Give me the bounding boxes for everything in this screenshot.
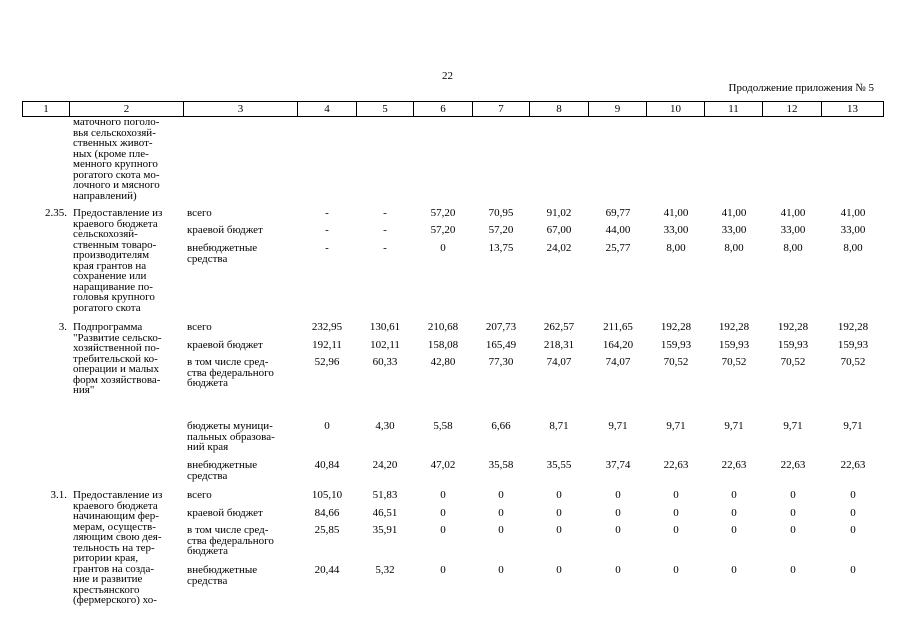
label-line: бюджеты муници-: [187, 420, 273, 432]
funding-source-label: [187, 340, 299, 351]
name-line: краевого бюджета: [73, 499, 158, 512]
section-name-cell: [73, 490, 181, 606]
value-cell: 211,65: [603, 321, 633, 333]
label-line: ства федерального: [187, 366, 274, 379]
name-line: производителям: [73, 249, 150, 261]
label-line: краевой бюджет: [187, 339, 263, 351]
value-cell: 102,11: [370, 339, 400, 351]
name-line: ляющим свою дея-: [73, 531, 162, 543]
name-line: ных (кроме пле-: [73, 147, 149, 160]
value-cell: 22,63: [780, 459, 806, 471]
value-cell: 0: [498, 507, 504, 519]
value-cell: 0: [673, 489, 679, 501]
value-cell: 192,28: [777, 321, 809, 333]
funding-source-label: [187, 357, 299, 389]
value-cell: 41,00: [840, 207, 866, 219]
value-cell: 210,68: [427, 321, 459, 333]
value-cell: 57,20: [488, 224, 514, 236]
name-line: требительской ко-: [73, 352, 158, 365]
funding-source-label: [187, 525, 299, 557]
value-cell: 44,00: [605, 224, 631, 236]
value-cell: 9,71: [843, 420, 863, 432]
name-line: тельность на тер-: [73, 541, 155, 554]
value-cell: 164,20: [602, 339, 634, 351]
funding-source-label: [187, 225, 299, 236]
continuation-title: Продолжение приложения № 5: [728, 82, 874, 94]
name-line: ритории края,: [73, 552, 139, 564]
value-cell: 57,20: [430, 224, 456, 236]
value-cell: 159,93: [837, 339, 869, 351]
value-cell: -: [325, 207, 329, 219]
value-cell: 8,71: [549, 420, 569, 432]
value-cell: 70,52: [780, 356, 806, 368]
header-col-13: 13: [822, 102, 884, 117]
value-cell: 165,49: [485, 339, 517, 351]
name-line: наращивание по-: [73, 280, 153, 293]
header-col-11: 11: [705, 102, 763, 117]
value-cell: 41,00: [780, 207, 806, 219]
label-line: ний края: [187, 441, 229, 453]
carryover-name-cell: [73, 117, 181, 201]
name-line: ния": [73, 384, 95, 396]
value-cell: 0: [731, 524, 737, 536]
header-row: [23, 102, 884, 117]
value-cell: 22,63: [663, 459, 689, 471]
section-code: 2.35.: [45, 207, 67, 219]
value-cell: 130,61: [369, 321, 401, 333]
funding-source-label: [187, 243, 299, 264]
value-cell: 0: [498, 564, 504, 576]
name-line: ственным товаро-: [73, 238, 157, 251]
value-cell: 159,93: [777, 339, 809, 351]
header-col-2: 2: [70, 102, 184, 117]
value-cell: 42,80: [430, 356, 456, 368]
label-line: средства: [187, 252, 228, 265]
name-line: хозяйственной по-: [73, 342, 160, 354]
value-cell: 13,75: [488, 242, 514, 254]
name-line: мерам, осуществ-: [73, 520, 156, 533]
label-line: бюджета: [187, 545, 229, 557]
value-cell: 70,52: [721, 356, 747, 368]
value-cell: 105,10: [311, 489, 343, 501]
header-col-12: 12: [763, 102, 822, 117]
value-cell: 9,71: [608, 420, 628, 432]
value-cell: 8,00: [724, 242, 744, 254]
value-cell: 192,28: [718, 321, 750, 333]
value-cell: 0: [850, 564, 856, 576]
label-line: внебюджетные: [187, 459, 258, 471]
section-code: 3.1.: [50, 489, 67, 501]
value-cell: 70,95: [488, 207, 514, 219]
value-cell: 25,85: [314, 524, 340, 536]
header-col-5: 5: [357, 102, 414, 117]
label-line: внебюджетные: [187, 564, 258, 576]
header-col-4: 4: [298, 102, 357, 117]
value-cell: 0: [673, 507, 679, 519]
value-cell: 35,58: [488, 459, 514, 471]
name-line: Предоставление из: [73, 489, 163, 501]
label-line: в том числе сред-: [187, 524, 269, 536]
funding-source-label: [187, 322, 299, 333]
name-line: края грантов на: [73, 259, 147, 272]
funding-source-label: [187, 490, 299, 501]
value-cell: 158,08: [427, 339, 459, 351]
header-col-9: 9: [589, 102, 647, 117]
value-cell: 57,20: [430, 207, 456, 219]
header-col-6: 6: [414, 102, 473, 117]
value-cell: 8,00: [843, 242, 863, 254]
value-cell: 0: [850, 489, 856, 501]
value-cell: -: [383, 224, 387, 236]
name-line: Подпрограмма: [73, 321, 143, 333]
value-cell: 4,30: [375, 420, 395, 432]
header-col-10: 10: [647, 102, 705, 117]
value-cell: 0: [440, 524, 446, 536]
page-number: 22: [442, 70, 453, 82]
value-cell: 9,71: [666, 420, 686, 432]
value-cell: 33,00: [780, 224, 806, 236]
value-cell: 22,63: [840, 459, 866, 471]
value-cell: 47,02: [430, 459, 456, 471]
value-cell: 9,71: [783, 420, 803, 432]
value-cell: 67,00: [546, 224, 572, 236]
value-cell: 0: [731, 564, 737, 576]
value-cell: 0: [615, 564, 621, 576]
value-cell: 0: [556, 489, 562, 501]
value-cell: 25,77: [605, 242, 631, 254]
value-cell: 33,00: [663, 224, 689, 236]
name-line: ственных живот-: [73, 137, 153, 149]
value-cell: 5,32: [375, 564, 395, 576]
header-col-3: 3: [184, 102, 298, 117]
funding-source-label: [187, 508, 299, 519]
name-line: Предоставление из: [73, 207, 163, 219]
value-cell: 69,77: [605, 207, 631, 219]
name-line: (фермерского) хо-: [73, 594, 157, 606]
name-line: направлений): [73, 189, 137, 202]
value-cell: 0: [850, 524, 856, 536]
value-cell: 70,52: [840, 356, 866, 368]
value-cell: 41,00: [721, 207, 747, 219]
value-cell: 6,66: [491, 420, 511, 432]
value-cell: 51,83: [372, 489, 398, 501]
value-cell: 218,31: [543, 339, 575, 351]
label-line: бюджета: [187, 377, 229, 389]
name-line: лочного и мясного: [73, 179, 160, 191]
value-cell: 0: [556, 507, 562, 519]
name-line: крестьянского: [73, 583, 140, 596]
section-code: 3.: [58, 321, 67, 333]
value-cell: 5,58: [433, 420, 453, 432]
value-cell: 0: [790, 564, 796, 576]
value-cell: 91,02: [546, 207, 572, 219]
value-cell: 24,02: [546, 242, 572, 254]
value-cell: 52,96: [314, 356, 340, 368]
value-cell: 0: [556, 524, 562, 536]
value-cell: 192,28: [837, 321, 869, 333]
value-cell: 33,00: [721, 224, 747, 236]
value-cell: 0: [790, 524, 796, 536]
name-line: краевого бюджета: [73, 217, 158, 230]
value-cell: 0: [498, 524, 504, 536]
value-cell: 0: [615, 524, 621, 536]
name-line: рогатого скота: [73, 301, 141, 314]
value-cell: -: [325, 224, 329, 236]
name-line: ние и развитие: [73, 573, 143, 585]
name-line: "Развитие сельско-: [73, 331, 162, 344]
value-cell: -: [383, 242, 387, 254]
header-col-8: 8: [530, 102, 589, 117]
name-line: сельскохозяй-: [73, 228, 138, 240]
name-line: начинающим фер-: [73, 510, 159, 522]
value-cell: 0: [324, 420, 330, 432]
name-line: вья сельскохозяй-: [73, 126, 156, 139]
value-cell: 159,93: [718, 339, 750, 351]
funding-source-label: [187, 208, 299, 219]
name-line: операции и малых: [73, 363, 159, 375]
value-cell: 37,74: [605, 459, 631, 471]
label-line: пальных образова-: [187, 430, 275, 443]
value-cell: 0: [440, 564, 446, 576]
value-cell: 159,93: [660, 339, 692, 351]
value-cell: 0: [790, 489, 796, 501]
label-line: всего: [187, 489, 212, 501]
label-line: средства: [187, 469, 228, 482]
value-cell: 0: [440, 242, 446, 254]
funding-source-label: [187, 421, 299, 453]
value-cell: 0: [673, 524, 679, 536]
value-cell: -: [383, 207, 387, 219]
label-line: краевой бюджет: [187, 224, 263, 236]
header-col-1: 1: [23, 102, 70, 117]
value-cell: 0: [790, 507, 796, 519]
name-line: головья крупного: [73, 291, 155, 303]
name-line: маточного поголо-: [73, 116, 160, 128]
value-cell: 20,44: [314, 564, 340, 576]
label-line: средства: [187, 574, 228, 587]
value-cell: 0: [440, 489, 446, 501]
value-cell: 74,07: [605, 356, 631, 368]
value-cell: 35,91: [372, 524, 398, 536]
value-cell: 0: [850, 507, 856, 519]
value-cell: 0: [440, 507, 446, 519]
value-cell: 0: [556, 564, 562, 576]
value-cell: 262,57: [543, 321, 575, 333]
label-line: в том числе сред-: [187, 356, 269, 368]
value-cell: 192,11: [312, 339, 342, 351]
funding-source-label: [187, 460, 299, 481]
value-cell: 35,55: [546, 459, 572, 471]
name-line: рогатого скота мо-: [73, 168, 160, 181]
label-line: внебюджетные: [187, 242, 258, 254]
value-cell: 60,33: [372, 356, 398, 368]
section-name-cell: [73, 208, 181, 313]
label-line: краевой бюджет: [187, 507, 263, 519]
value-cell: 24,20: [372, 459, 398, 471]
value-cell: 0: [615, 507, 621, 519]
value-cell: 41,00: [663, 207, 689, 219]
section-name-cell: [73, 322, 181, 396]
label-line: всего: [187, 207, 212, 219]
value-cell: 40,84: [314, 459, 340, 471]
label-line: всего: [187, 321, 212, 333]
label-line: ства федерального: [187, 534, 274, 547]
value-cell: 232,95: [311, 321, 343, 333]
name-line: менного крупного: [73, 158, 158, 170]
value-cell: 84,66: [314, 507, 340, 519]
column-header-table: [22, 101, 884, 117]
name-line: грантов на созда-: [73, 562, 155, 575]
value-cell: 0: [673, 564, 679, 576]
value-cell: 0: [498, 489, 504, 501]
name-line: сохранение или: [73, 270, 147, 282]
value-cell: 8,00: [666, 242, 686, 254]
header-col-7: 7: [473, 102, 530, 117]
value-cell: 192,28: [660, 321, 692, 333]
name-line: форм хозяйствова-: [73, 373, 161, 386]
value-cell: 74,07: [546, 356, 572, 368]
value-cell: 9,71: [724, 420, 744, 432]
value-cell: 207,73: [485, 321, 517, 333]
value-cell: 0: [731, 489, 737, 501]
value-cell: 22,63: [721, 459, 747, 471]
value-cell: 0: [731, 507, 737, 519]
value-cell: -: [325, 242, 329, 254]
value-cell: 0: [615, 489, 621, 501]
value-cell: 46,51: [372, 507, 398, 519]
value-cell: 33,00: [840, 224, 866, 236]
value-cell: 77,30: [488, 356, 514, 368]
funding-source-label: [187, 565, 299, 586]
value-cell: 8,00: [783, 242, 803, 254]
value-cell: 70,52: [663, 356, 689, 368]
